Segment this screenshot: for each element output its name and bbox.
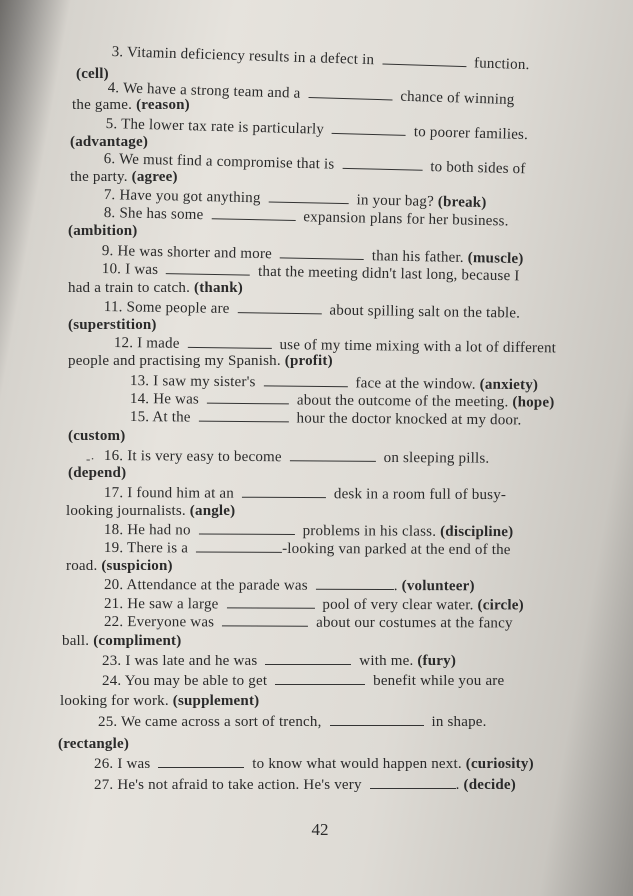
answer-blank[interactable] [263, 373, 347, 387]
item-number: 3. [111, 43, 124, 61]
item-number: 19. [103, 540, 124, 557]
sentence-continuation: road. [66, 558, 98, 574]
sentence-start: I made [137, 335, 180, 352]
sentence-end: . [393, 578, 398, 595]
sentence-start: I was [117, 756, 151, 772]
sentence-end: problems in his class. [302, 523, 437, 540]
exercise-5 [106, 115, 529, 144]
root-word: (profit) [284, 353, 333, 369]
root-word: (compliment) [93, 633, 182, 649]
sentence-start: He saw a large [127, 596, 219, 613]
sentence-continuation: ball. [62, 633, 90, 649]
exercise-17-cont [66, 502, 235, 520]
sentence-end: face at the window. [355, 375, 476, 393]
answer-blank[interactable] [199, 521, 295, 535]
sentence-start: Everyone was [127, 614, 215, 631]
exercise-25-word [58, 735, 129, 753]
answer-blank[interactable] [211, 206, 295, 221]
item-number: 23. [102, 653, 122, 669]
item-number: 26. [94, 756, 114, 772]
item-number: 14. [129, 390, 150, 408]
exercise-11-word [68, 316, 157, 334]
exercise-16 [104, 447, 490, 468]
item-number: 17. [103, 485, 124, 502]
sentence-continuation: the game. [72, 97, 133, 113]
answer-blank[interactable] [196, 539, 282, 552]
sentence-start: We must find a compromise that is [118, 151, 335, 173]
exercise-8-word [68, 222, 138, 240]
root-word: (thank) [194, 280, 243, 296]
item-number: 20. [103, 577, 124, 594]
sentence-start: I found him at an [127, 485, 235, 502]
sentence-end: use of my time mixing with a lot of different [279, 337, 557, 357]
root-word: (curiosity) [465, 756, 534, 772]
sentence-end: pool of very clear water. [322, 596, 474, 614]
sentence-end: function. [473, 55, 530, 74]
sentence-end: with me. [359, 653, 414, 669]
exercise-25 [98, 713, 487, 731]
answer-blank[interactable] [188, 335, 272, 349]
sentence-start: Some people are [126, 299, 230, 317]
sentence-start: The lower tax rate is particularly [120, 116, 325, 138]
exercise-22-cont [62, 632, 181, 650]
root-word: (discipline) [440, 523, 514, 541]
sentence-end: than his father. [371, 248, 464, 266]
sentence-start: We came across a sort of trench, [121, 714, 322, 730]
sentence-start: He was shorter and more [117, 243, 273, 263]
sentence-start: I was late and he was [125, 653, 258, 669]
answer-blank[interactable] [275, 672, 365, 685]
sentence-end: about our costumes at the fancy [316, 614, 513, 632]
root-word: (depend) [68, 465, 127, 481]
answer-blank[interactable] [158, 755, 244, 768]
item-number: 8. [103, 204, 116, 222]
answer-blank[interactable] [166, 261, 250, 275]
exercise-24-cont [60, 692, 259, 710]
sentence-end: expansion plans for her business. [303, 209, 509, 230]
answer-blank[interactable] [199, 409, 289, 423]
exercise-12-cont [68, 352, 333, 370]
item-number: 11. [103, 298, 123, 316]
item-number: 22. [103, 614, 124, 631]
item-number: 27. [94, 777, 114, 793]
answer-blank[interactable] [330, 713, 424, 726]
root-word: (break) [437, 193, 487, 212]
exercise-22 [104, 613, 513, 632]
sentence-continuation: looking for work. [60, 693, 169, 709]
item-number: 21. [103, 596, 124, 613]
sentence-start: Vitamin deficiency results in a defect in [126, 44, 375, 69]
sentence-end: about spilling salt on the table. [329, 302, 521, 322]
root-word: (volunteer) [401, 578, 475, 595]
exercise-5-word [70, 133, 148, 151]
item-number: 16. [103, 447, 124, 465]
exercise-23 [102, 652, 456, 670]
root-word: (hope) [512, 394, 555, 411]
exercise-15 [130, 408, 522, 429]
sentence-end: that the meeting didn't last long, because I [257, 263, 520, 285]
item-number: 24. [102, 673, 122, 689]
answer-blank[interactable] [342, 156, 422, 171]
sentence-start: He had no [127, 522, 191, 539]
exercise-19-cont [66, 557, 173, 575]
page-number: 42 [311, 820, 329, 839]
root-word: (agree) [131, 169, 178, 185]
answer-blank[interactable] [280, 245, 364, 260]
root-word: (suspicion) [101, 558, 173, 574]
answer-blank[interactable] [242, 485, 326, 498]
sentence-start: I was [125, 261, 159, 278]
answer-blank[interactable] [237, 300, 321, 314]
sentence-end: . [455, 777, 460, 793]
exercise-3 [111, 43, 529, 74]
item-number: 7. [103, 186, 116, 204]
exercise-26 [94, 755, 534, 773]
sentence-continuation: the party. [70, 169, 128, 185]
sentence-start: You may be able to get [124, 673, 268, 689]
root-word: (custom) [68, 428, 126, 444]
sentence-end: -looking van parked at the end of the [282, 540, 511, 559]
exercise-24 [102, 672, 504, 690]
sentence-start: He's not afraid to take action. He's very [117, 777, 362, 793]
root-word: (superstition) [68, 317, 157, 333]
item-number: 13. [129, 372, 150, 390]
answer-blank[interactable] [207, 391, 289, 405]
sentence-end: in shape. [431, 714, 487, 730]
item-number: 18. [103, 522, 124, 539]
root-word: (ambition) [68, 223, 138, 239]
sentence-start: She has some [119, 205, 204, 224]
sentence-continuation: had a train to catch. [68, 280, 191, 296]
exercise-16-word [68, 464, 126, 482]
item-number: 4. [107, 79, 120, 97]
exercise-10-cont [68, 279, 243, 297]
answer-blank[interactable] [332, 121, 406, 136]
sentence-end: to poorer families. [413, 124, 529, 144]
item-number: 12. [113, 334, 134, 352]
sentence-start: He was [153, 391, 200, 408]
sentence-start: Have you got anything [119, 187, 261, 207]
answer-blank[interactable] [226, 595, 314, 608]
item-number: 5. [105, 115, 118, 133]
sentence-start: It is very easy to become [127, 448, 282, 466]
sentence-continuation: people and practising my Spanish. [68, 353, 281, 369]
answer-blank[interactable] [269, 189, 349, 204]
root-word: (anxiety) [479, 376, 539, 394]
answer-blank[interactable] [265, 652, 351, 665]
root-word: (muscle) [467, 250, 524, 268]
root-word: (circle) [477, 597, 524, 614]
exercise-27 [94, 776, 516, 794]
root-word: (advantage) [70, 134, 149, 150]
exercise-3-word [76, 65, 109, 83]
root-word: (decide) [463, 777, 516, 793]
answer-blank[interactable] [382, 51, 466, 67]
answer-blank[interactable] [290, 448, 376, 462]
pencil-mark: -· [86, 451, 95, 466]
sentence-end: to know what would happen next. [252, 756, 462, 772]
sentence-end: about the outcome of the meeting. [296, 392, 509, 411]
item-number: 25. [98, 714, 118, 730]
sentence-end: on sleeping pills. [383, 449, 490, 467]
sentence-end: to both sides of [430, 158, 526, 178]
sentence-start: I saw my sister's [153, 373, 256, 391]
root-word: (rectangle) [58, 736, 130, 752]
sentence-end: chance of winning [400, 88, 515, 109]
exercise-6-cont [70, 168, 178, 186]
exercise-18 [104, 521, 514, 541]
root-word: (reason) [136, 97, 190, 113]
answer-blank[interactable] [316, 577, 394, 590]
sentence-start: We have a strong team and a [122, 80, 301, 102]
item-number: 6. [103, 150, 116, 168]
exercise-11 [104, 298, 521, 323]
exercise-20 [104, 576, 475, 595]
sentence-start: There is a [126, 540, 189, 557]
answer-blank[interactable] [370, 776, 456, 789]
exercise-15-word [68, 427, 125, 445]
exercise-4-cont [72, 96, 190, 114]
sentence-end: desk in a room full of busy- [333, 486, 507, 504]
answer-blank[interactable] [308, 85, 392, 100]
item-number: 9. [101, 242, 114, 260]
root-word: (fury) [417, 653, 457, 669]
root-word: (cell) [76, 66, 109, 82]
item-number: 10. [101, 260, 122, 278]
root-word: (angle) [189, 503, 236, 519]
answer-blank[interactable] [222, 613, 308, 626]
sentence-end: in your bag? [356, 192, 435, 210]
root-word: (supplement) [172, 693, 260, 709]
sentence-start: At the [152, 409, 191, 426]
sentence-end: benefit while you are [373, 673, 505, 689]
sentence-end: hour the doctor knocked at my door. [296, 410, 522, 429]
item-number: 15. [129, 408, 150, 426]
sentence-start: Attendance at the parade was [126, 577, 308, 594]
sentence-continuation: looking journalists. [66, 503, 186, 519]
exercise-21 [104, 595, 524, 614]
